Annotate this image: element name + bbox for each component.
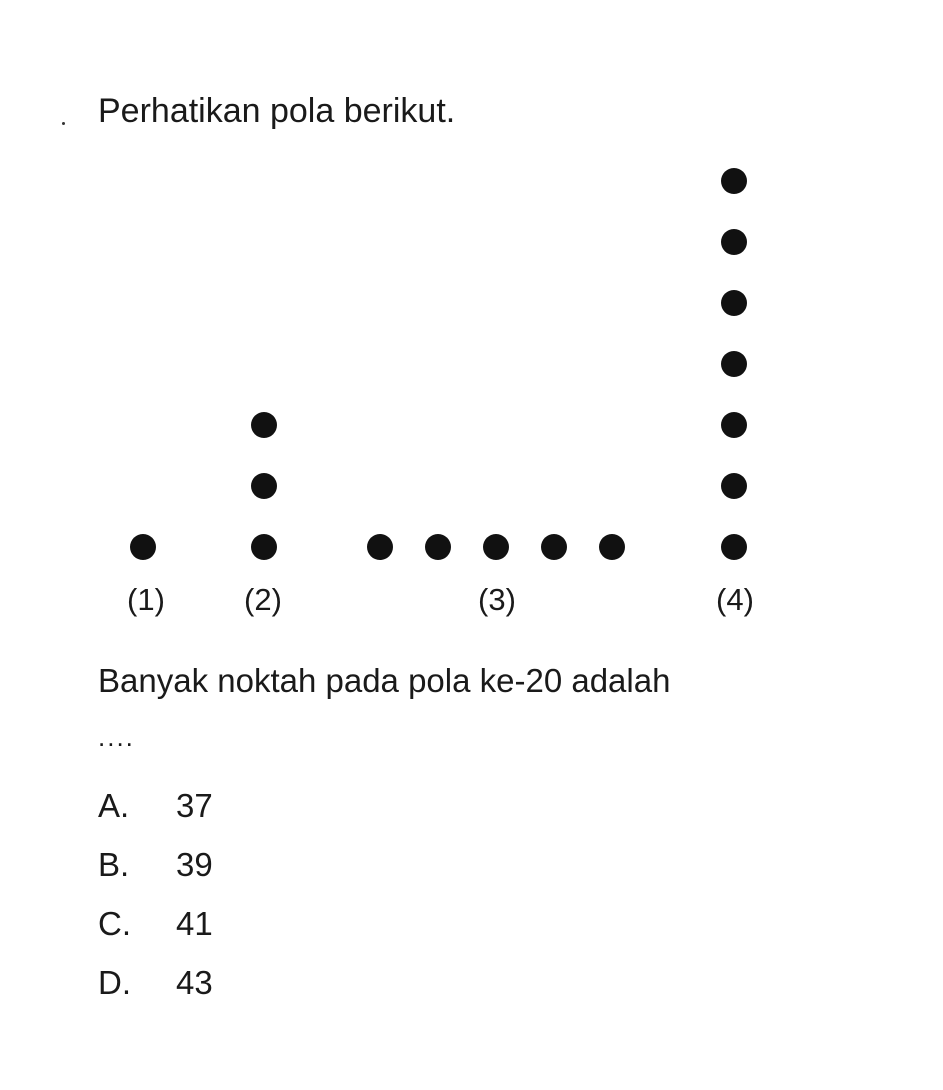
question-ellipsis: .... <box>98 722 135 752</box>
option-d-letter: D. <box>98 963 131 1001</box>
pattern-4-dot <box>721 473 747 499</box>
pattern-2-dot <box>251 534 277 560</box>
option-c-value: 41 <box>176 904 213 942</box>
pattern-4-dot <box>721 229 747 255</box>
pattern-3-dot <box>425 534 451 560</box>
pattern-label-3: (3) <box>478 582 516 617</box>
pattern-4-dot <box>721 168 747 194</box>
pattern-label-4: (4) <box>716 582 754 617</box>
pattern-4-dot <box>721 290 747 316</box>
option-c[interactable] <box>98 894 213 953</box>
pattern-3-dot <box>541 534 567 560</box>
option-a-letter: A. <box>98 786 130 824</box>
answer-options <box>98 776 213 1012</box>
option-b-value: 39 <box>176 845 213 883</box>
intro-text: Perhatikan pola berikut. <box>98 92 456 130</box>
stray-mark <box>62 122 65 125</box>
pattern-label-2: (2) <box>244 582 282 617</box>
pattern-2-dot <box>251 412 277 438</box>
pattern-3-dot <box>599 534 625 560</box>
option-a[interactable] <box>98 776 213 835</box>
pattern-label-1: (1) <box>127 582 165 617</box>
pattern-3-dot <box>483 534 509 560</box>
pattern-4-dot <box>721 351 747 377</box>
pattern-3-dot <box>367 534 393 560</box>
option-b-letter: B. <box>98 845 130 883</box>
pattern-4-dot <box>721 412 747 438</box>
option-c-letter: C. <box>98 904 131 942</box>
question-text: Banyak noktah pada pola ke-20 adalah <box>98 662 671 699</box>
option-b[interactable] <box>98 835 213 894</box>
pattern-2-dot <box>251 473 277 499</box>
option-d[interactable] <box>98 953 213 1012</box>
option-a-value: 37 <box>176 786 213 824</box>
pattern-1-dot <box>130 534 156 560</box>
pattern-4-dot <box>721 534 747 560</box>
option-d-value: 43 <box>176 963 213 1001</box>
